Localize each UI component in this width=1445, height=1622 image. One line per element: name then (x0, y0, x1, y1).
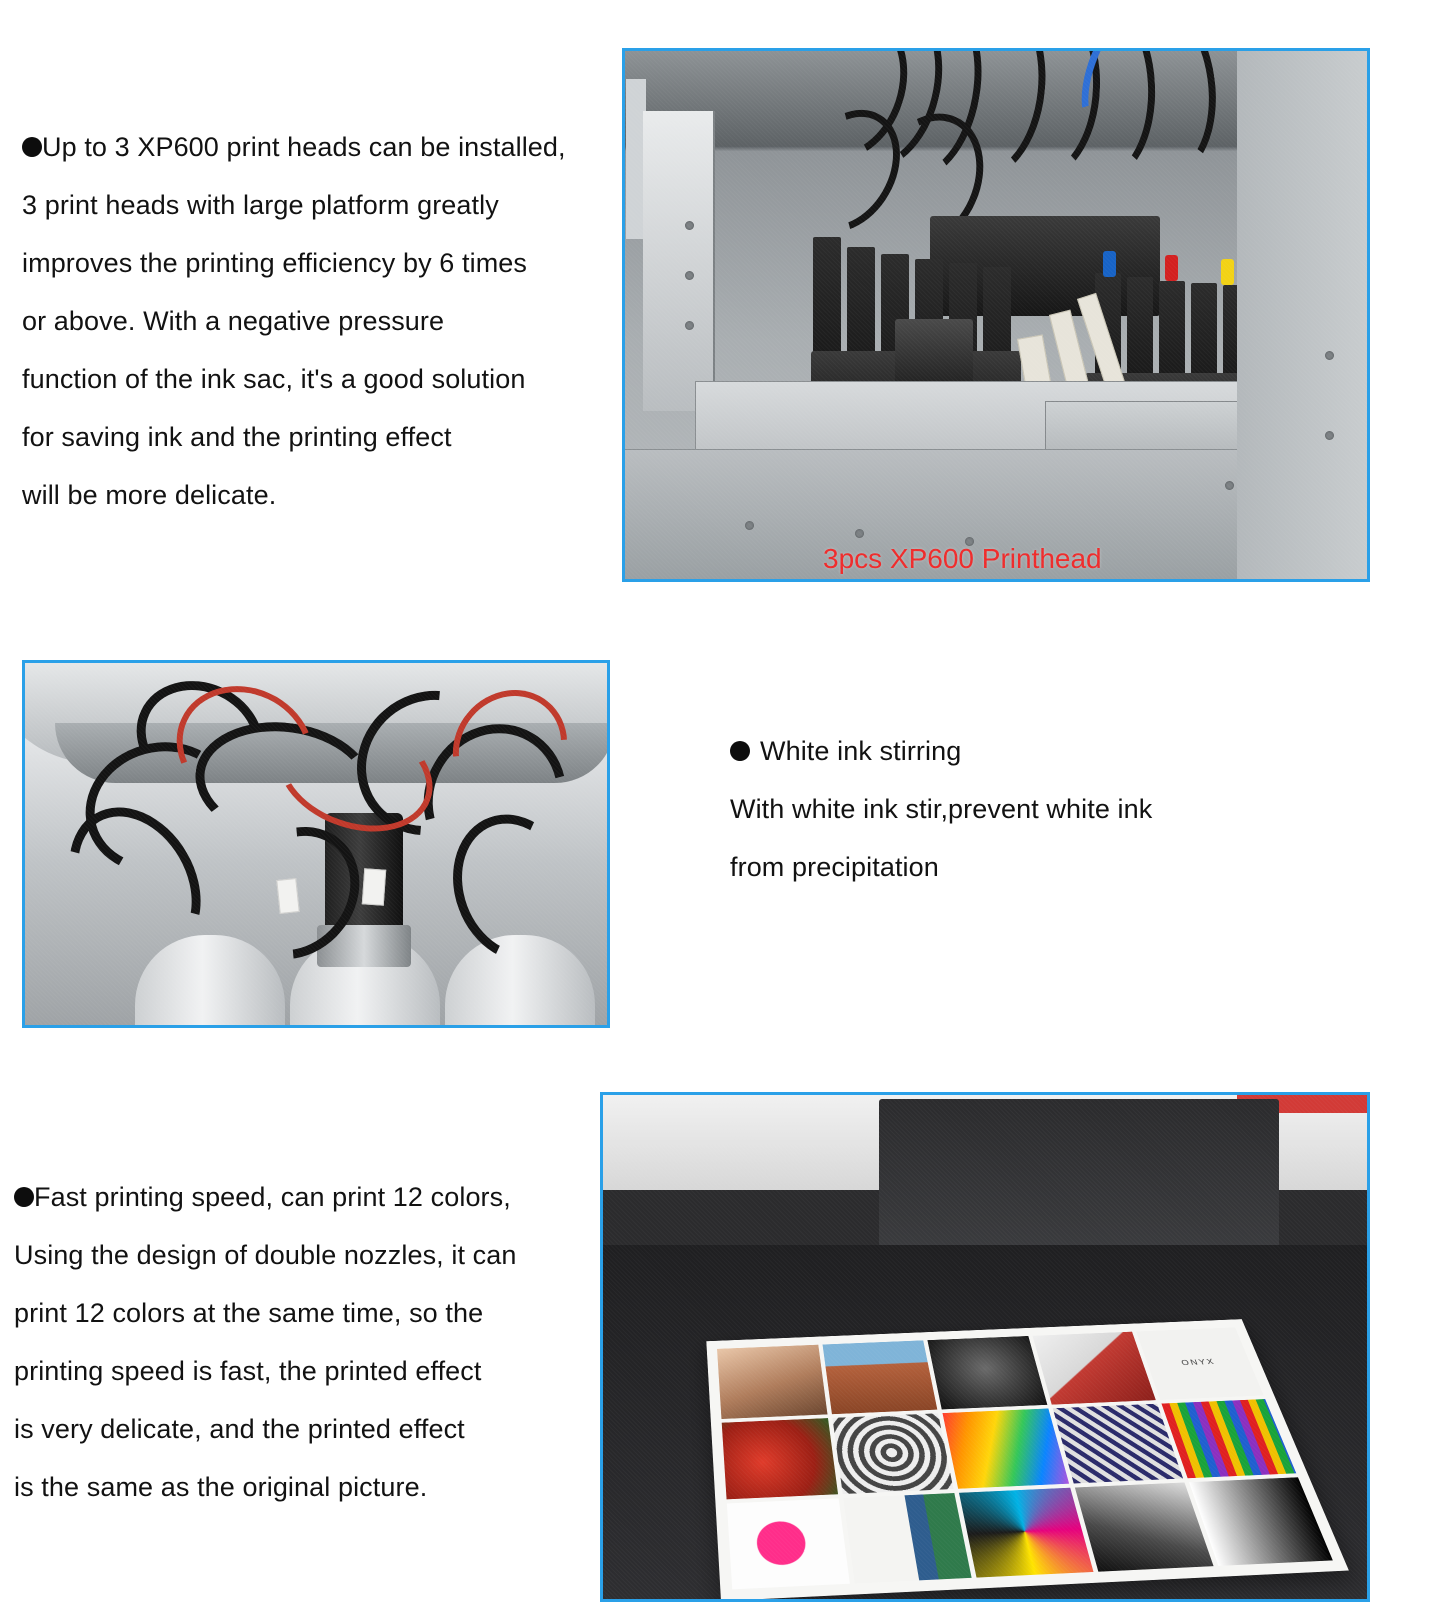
feature-speed-line-5: is very delicate, and the printed effect (14, 1414, 465, 1444)
chart-cell-patches (843, 1493, 972, 1583)
chart-cell-color-bars (1161, 1399, 1296, 1479)
feature-speed-text (14, 1168, 614, 1516)
feature-white-ink-line-1: White ink stirring (730, 722, 1330, 780)
printhead-caption: 3pcs XP600 Printhead (823, 543, 1102, 574)
feature-speed-line-3: print 12 colors at the same time, so the (14, 1298, 484, 1328)
feature-white-ink-line-2: With white ink stir,prevent white ink (730, 794, 1153, 824)
screw-icon (1325, 351, 1334, 360)
bullet-icon (22, 137, 42, 157)
onyx-brand-label: ONYX (1180, 1357, 1217, 1368)
feature-printhead-line-7: will be more delicate. (22, 480, 277, 510)
wire-tag (362, 868, 386, 905)
chart-cell-grey-ramp (1189, 1478, 1333, 1566)
screw-icon (685, 221, 694, 230)
printer-carriage (879, 1099, 1279, 1269)
photo1-right-wall (1237, 51, 1367, 579)
white-ink-stirrer-photo (22, 660, 610, 1028)
printhead-photo (622, 48, 1370, 582)
feature-printhead-line-6: for saving ink and the printing effect (22, 422, 452, 452)
chart-cell-dark-art (928, 1336, 1047, 1409)
test-chart-grid (717, 1327, 1333, 1589)
chart-cell-canyon (823, 1340, 938, 1414)
chart-cell-greyscale-spiral (833, 1413, 954, 1494)
ink-cap-yellow (1221, 259, 1234, 285)
feature-printhead-line-3: improves the printing efficiency by 6 times (22, 248, 528, 278)
feature-white-ink-text (730, 722, 1330, 896)
chart-cell-portrait (717, 1345, 828, 1419)
chart-cell-onyx-logo (1136, 1327, 1263, 1399)
feature-white-ink-line-3: from precipitation (730, 852, 939, 882)
chart-cell-rainbow (943, 1408, 1069, 1489)
chart-cell-red-car (1032, 1332, 1155, 1405)
feature-printhead-line-4: or above. With a negative pressure (22, 306, 445, 336)
photo1-left-bracket (643, 111, 715, 411)
print-sample-photo (600, 1092, 1370, 1602)
chart-cell-portrait-bw (1075, 1483, 1214, 1572)
screw-icon (685, 271, 694, 280)
screw-icon (685, 321, 694, 330)
ink-cap-red (1165, 255, 1178, 281)
chart-cell-pink-splash (727, 1499, 850, 1590)
bullet-icon (14, 1187, 34, 1207)
feature-speed-line-1: Fast printing speed, can print 12 colors, (14, 1168, 614, 1226)
screw-icon (745, 521, 754, 530)
feature-speed-line-4: printing speed is fast, the printed effect (14, 1356, 482, 1386)
feature-speed-line-2: Using the design of double nozzles, it can (14, 1240, 517, 1270)
chart-cell-tomatoes (722, 1418, 839, 1500)
bullet-icon (730, 741, 750, 761)
feature-printhead-text (22, 118, 612, 524)
screw-icon (1225, 481, 1234, 490)
feature-printhead-line-1: Up to 3 XP600 print heads can be installed, (22, 118, 612, 176)
feature-printhead-line-2: 3 print heads with large platform greatly (22, 190, 499, 220)
feature-printhead-line-5: function of the ink sac, it's a good solution (22, 364, 526, 394)
screw-icon (855, 529, 864, 538)
screw-icon (1325, 431, 1334, 440)
ink-cap-cyan (1103, 251, 1116, 277)
printed-test-sheet (706, 1319, 1349, 1601)
chart-cell-pattern (1052, 1403, 1183, 1483)
feature-speed-line-6: is the same as the original picture. (14, 1472, 428, 1502)
chart-cell-cmyk-dots (959, 1488, 1093, 1578)
wire-tag (276, 878, 299, 914)
